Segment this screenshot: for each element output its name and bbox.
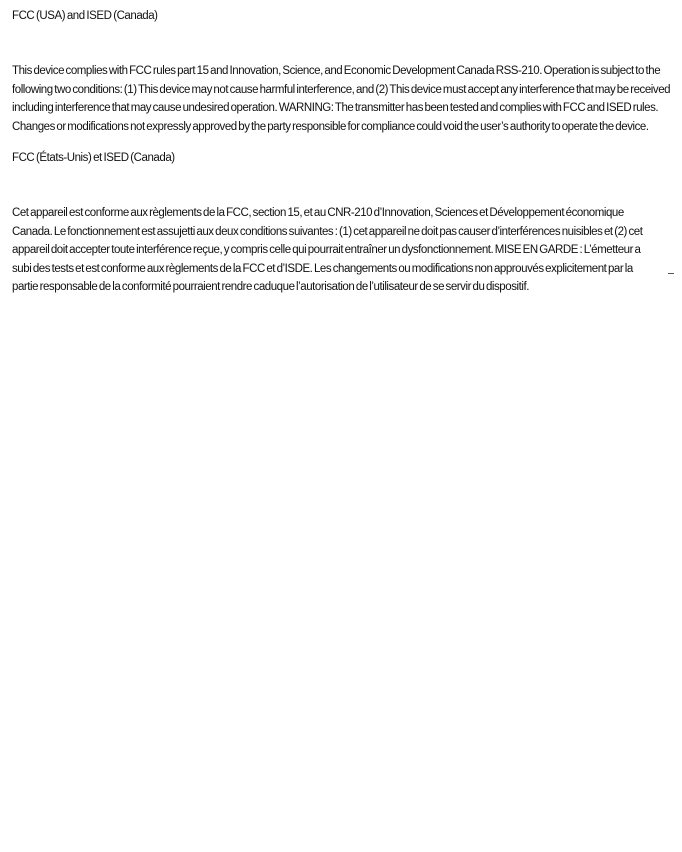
compliance-document <box>12 8 674 297</box>
stray-mark-divider <box>668 273 674 274</box>
section-heading-french: FCC (États-Unis) et ISED (Canada) <box>12 152 175 164</box>
paragraph-english: This device complies with FCC rules part 15 and Innovation, Science, and Economic Development Canada RSS-210. Operation is subject to the following two conditions: (1) This device may not cause harmful interference, and (2) This device must accept any interference that may be received including interference that may cause undesired operation. WARNING: The transmitter has been tested and complies with FCC and ISED rules. Changes or modifications not expressly approved by the party responsible for compliance could void the user’s authority to operate the device. <box>12 65 671 133</box>
section-heading-english: FCC (USA) and ISED (Canada) <box>12 10 158 22</box>
paragraph-french: Cet appareil est conforme aux règlements de la FCC, section 15, et au CNR-210 d’Innovation, Sciences et Développement économique Canada. Le fonctionnement est assujetti aux deux conditions suivantes : (1) cet appareil ne doit pas causer d’interférences nuisibles et (2) cet appareil doit accepter toute interférence reçue, y compris celle qui pourrait entraîner un dysfonctionnement. MISE EN GARDE : L’émetteur a subi des tests et est conforme aux règlements de la FCC et d’ISDE. Les changements ou modifications non approuvés explicitement par la partie responsable de la conformité pourraient rendre caduque l’autorisation de l’utilisateur de se servir du dispositif. <box>12 207 643 293</box>
